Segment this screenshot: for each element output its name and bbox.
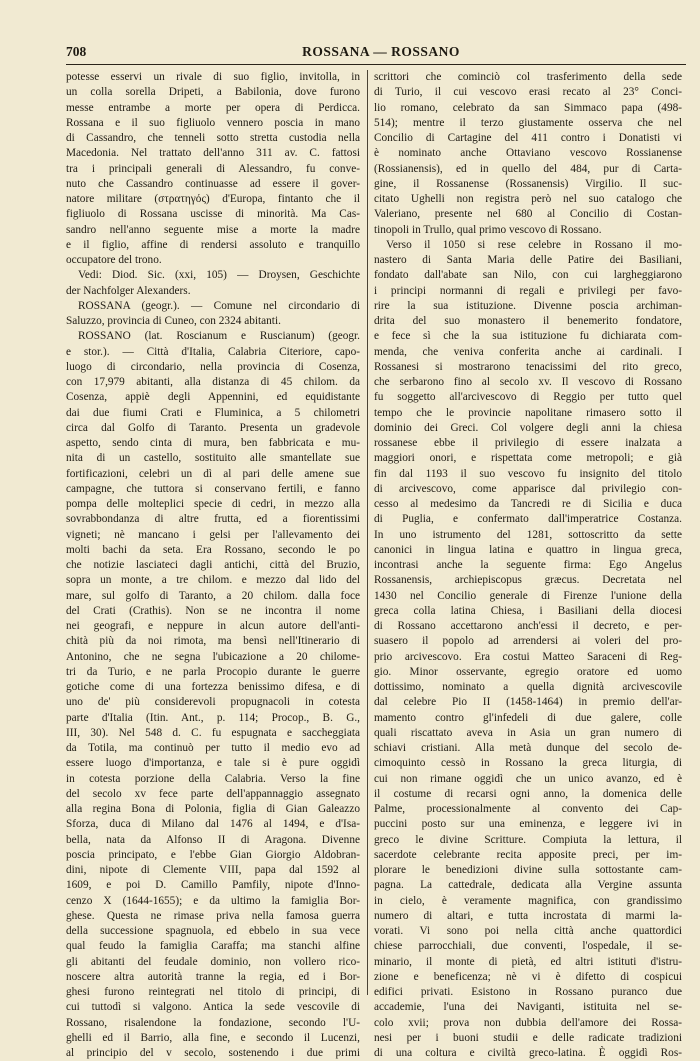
text-line: cesso al medesimo da Tancredi re di Sicilia e duca: [374, 498, 682, 510]
text-line: Concilio di Cartagine del 411 contro i Donatisti vi: [374, 132, 682, 144]
text-line: nastero di Santa Maria delle Patire dei Basiliani,: [374, 254, 682, 266]
text-line: figliuolo di Rossana uscisse di minorità. Ma Cas-: [66, 208, 360, 221]
text-line: Sforza, duca di Milano dal 1476 al 1494, e d'Isa-: [66, 818, 360, 831]
text-line: chità più da noi rimota, ma bensì nell'Itinerario di: [66, 635, 360, 648]
text-line: occupatore del trono.: [66, 254, 162, 266]
text-line: e il figlio, affine di rendersi assoluto e tranquillo: [66, 238, 360, 251]
text-line: ROSSANA (geogr.). — Comune nel circondario di: [78, 299, 360, 312]
text-line: aspetto, sendo cinta di mura, ben fabbricata e mu-: [66, 437, 360, 449]
text-line: ROSSANO (lat. Roscianum e Ruscianum) (geogr.: [78, 330, 360, 343]
text-line: Rossanensis, archiepiscopus græcus. Decretata nel: [374, 574, 682, 587]
left-column: [66, 70, 360, 1061]
text-line: di Turio, il cui vescovo erasi recato al 23° Conci-: [374, 86, 682, 99]
text-line: In uno istrumento del 1281, sottoscritto da sette: [374, 528, 682, 541]
text-line: pompa delle molteplici specie di cedri, in mezzo alla: [66, 498, 360, 510]
text-line: colo xvii; prova non dubbia dell'amore dei Rossa-: [374, 1016, 682, 1029]
text-line: incontrasi anche la seguente firma: Ego Angelus: [374, 559, 682, 571]
text-line: il costume di recarsi ogni anno, la domenica delle: [374, 787, 682, 800]
text-line: sandro nell'anno seguente mise a morte la madre: [66, 223, 360, 236]
text-line: canonici in lingua latina e quattro in lingua greca,: [374, 543, 682, 556]
text-line: plorare le benedizioni divine sulla sottostante cam-: [374, 864, 682, 876]
text-line: mare, sul golfo di Taranto, a 20 chilom. dalla foce: [66, 589, 360, 602]
text-line: messe entrambe a morte per opera di Perdicca.: [66, 101, 360, 114]
text-line: noscere altra autorità tranne la regia, ed i Bor-: [66, 970, 360, 983]
text-line: Vedi: Diod. Sic. (xxi, 105) — Droysen, Geschichte: [78, 269, 360, 282]
text-line: un colla sorella Dripeti, a Babilonia, dove furono: [66, 86, 360, 99]
page-header: [66, 44, 686, 64]
text-line: Valeriano, presente nel 680 al Concilio di Costan-: [374, 208, 682, 221]
column-divider: [367, 70, 368, 995]
text-line: tra i principali generali di Alessandro, fu conve-: [66, 162, 360, 175]
text-line: gotiche come di una fortezza benissimo difesa, e di: [66, 681, 360, 693]
text-line: sovrabbondanza di altre frutta, ed a fiorentissimi: [66, 513, 360, 526]
text-line: greco le divine Scritture. Compiuta la lettura, il: [374, 833, 682, 846]
text-line: fin dal 1193 il suo vescovo fu insignito del titolo: [374, 467, 682, 480]
header-rule: [66, 64, 686, 65]
text-line: vorati. Vi sono poi nella città anche quattordici: [374, 925, 682, 937]
text-line: in cielo, è veramente magnifica, con grandissimo: [374, 894, 682, 907]
text-line: citato Ughelli non registra però nel suo catalogo che: [374, 193, 682, 205]
text-line: sopra un monte, a tre chilom. e mezzo dal lido del: [66, 574, 360, 587]
text-line: parte d'Italia (Itin. Ant., p. 114; Procop., B. G.,: [66, 711, 360, 724]
text-line: fortificazioni, celebri un dì al pari delle amene sue: [66, 467, 360, 480]
text-line: sacerdote celebrante recita apposite preci, per im-: [374, 848, 682, 861]
text-line: III, 30). Nel 548 d. C. fu espugnata e saccheggiata: [66, 726, 360, 739]
text-line: nesi per i buoni studii e delle radicate tradizioni: [374, 1031, 682, 1044]
text-line: Cosenza, appiè degli Appennini, ed equidistante: [66, 391, 360, 404]
text-line: 514); mentre il terzo giustamente osserva che nel: [374, 116, 682, 129]
text-line: dai due fiumi Crati e Fluminica, a 5 chilometri: [66, 406, 360, 419]
text-line: nuto che Cassandro continuasse ad essere il gover-: [66, 177, 360, 190]
text-line: cui tuttodì si valgono. Antica la sede vescovile di: [66, 1001, 360, 1014]
text-line: di Cassandro, che tenneli sotto stretta custodia nella: [66, 132, 360, 144]
text-line: lio romano, celebrato da san Simmaco papa (498-: [374, 101, 682, 114]
text-line: luogo di circondario, nella provincia di Cosenza,: [66, 360, 360, 373]
text-line: der Nachfolger Alexanders.: [66, 284, 191, 297]
text-line: gine, il Rossanense (Rossanensis) Virgilio. Il suc-: [374, 177, 682, 190]
text-line: Rossano, risalendone la fondazione, secondo l'U-: [66, 1016, 360, 1029]
text-line: con 17,979 abitanti, alla distanza di 45 chilom. da: [66, 376, 360, 388]
text-line: nei geografi, e neppure in alcun autore dell'anti-: [66, 620, 360, 632]
text-line: suasero il popolo ad arrendersi ai voleri del pro-: [374, 635, 682, 648]
text-line: i principi normanni di regali e privilegi per favo-: [374, 284, 682, 297]
text-line: uno de' più considerevoli propugnacoli in cotesta: [66, 696, 360, 709]
text-line: fondato dall'abate san Nilo, con cui largheggiarono: [374, 269, 682, 282]
text-line: di arcivescovo, come apparisce dal privilegio con-: [374, 482, 682, 495]
text-line: minario, il monte di pietà, ed altri istituti d'istru-: [374, 955, 682, 968]
text-line: maggiori onori, e rispettata come metropoli; e già: [374, 452, 682, 465]
text-line: zione e beneficenza; nè vi è difetto di cospicui: [374, 970, 682, 983]
text-line: puccini posto sur una eminenza, e leggere ivi in: [374, 818, 682, 831]
text-line: vigneti; nè mancano i gelsi per l'allevamento dei: [66, 528, 360, 541]
text-line: cui non rimane oggidì che un unico avanzo, ed è: [374, 772, 682, 785]
text-line: natore militare (στρατηγός) d'Europa, fintanto che il: [66, 193, 360, 205]
text-line: gio. Minor osservante, egregio oratore ed uomo: [374, 665, 682, 678]
text-line: rire la sua istituzione. Divenne poscia archiman-: [374, 299, 682, 312]
text-line: essere luogo d'importanza, e tale si è pure oggidì: [66, 757, 360, 770]
text-line: qual feudo la famiglia Caraffa; ma stanchi alfine: [66, 940, 360, 953]
text-line: Rossana e il suo figliuolo vennero poscia in mano: [66, 116, 360, 129]
text-line: molti bachi da seta. Era Rossano, secondo le po: [66, 543, 360, 556]
text-line: ghelli ed il Barrio, alla fine, e secondo il Lucenzi,: [66, 1031, 360, 1044]
text-line: numero di altari, e tutta incrostata di marmi la-: [374, 909, 682, 922]
text-line: che serbarono fino al secolo xv. Il vescovo di Rossano: [374, 376, 682, 388]
text-line: scrittori che cominciò col trasferimento della sede: [374, 71, 682, 83]
text-line: e fece sì che la sua istituzione fu dichiarata com-: [374, 330, 682, 343]
text-line: rossanese ebbe il privilegio di essere inalzata a: [374, 437, 682, 449]
right-column: [374, 70, 682, 1061]
page-number: 708: [66, 44, 87, 59]
text-line: nita di un castello, sostituito alle smantellate sue: [66, 452, 360, 465]
text-line: tempo che le provincie napolitane rimasero sotto il: [374, 406, 682, 419]
text-line: in cotesta porzione della Calabria. Verso la fine: [66, 772, 360, 785]
text-line: dal celebre Pio II (1458-1464) in premio dell'ar-: [374, 696, 682, 709]
text-line: campagne, che tuttora si conservano fertili, e fanno: [66, 482, 360, 495]
text-line: potesse esservi un rivale di suo figlio, invitolla, in: [66, 71, 360, 83]
text-line: è nominato anche Ottaviano vescovo Rossianense: [374, 147, 682, 160]
text-line: schiavi cristiani. Alla metà dunque del secolo de-: [374, 742, 682, 754]
text-line: del secolo xv fece parte dell'appannaggio assegnato: [66, 787, 360, 800]
text-line: di una coltura e civiltà greco-latina. È oggidì Ros-: [374, 1047, 682, 1059]
text-line: della successione spagnuola, ed ebbelo in sua vece: [66, 925, 360, 937]
text-line: e stor.). — Città d'Italia, Calabria Citeriore, capo-: [66, 345, 360, 358]
text-line: prio arcivescovo. Era costui Matteo Saraceni di Reg-: [374, 650, 682, 663]
text-line: menda, che veniva conferita anche ai cardinali. I: [374, 345, 682, 358]
text-line: bella, nata da Alfonso II di Aragona. Divenne: [66, 833, 360, 846]
text-line: tri da Turio, e ne parla Procopio durante le guerre: [66, 665, 360, 678]
text-line: ghese. Questa ne rimase priva nella famosa guerra: [66, 909, 360, 922]
text-line: pagna. La cattedrale, dedicata alla Vergine assunta: [374, 879, 682, 892]
text-line: dottissimo, nominato a quella dignità arcivescovile: [374, 681, 682, 693]
text-line: chiese parrocchiali, due conventi, l'ospedale, il se-: [374, 940, 682, 953]
text-line: accademie, l'una dei Naviganti, istituita nel se-: [374, 1001, 682, 1014]
text-line: al principio del v secolo, sostenendo i due primi: [66, 1047, 360, 1059]
text-line: dominio dei Greci. Col volgere degli anni la chiesa: [374, 421, 682, 434]
text-line: alla regina Bona di Polonia, figlia di Gian Galeazzo: [66, 803, 360, 815]
text-line: cimoquinto cessò in Rossano la greca liturgia, di: [374, 757, 682, 770]
text-line: ghesi furono reintegrati nel titolo di principi, di: [66, 986, 360, 998]
text-line: mamento contro gl'infedeli di due galere, colle: [374, 711, 682, 724]
text-line: gli abitanti del feudale dominio, non vollero rico-: [66, 955, 360, 968]
text-line: Palme, processionalmente al convento dei Cap-: [374, 803, 682, 815]
text-line: tinopoli in Trullo, qual primo vescovo di Rossano.: [374, 223, 602, 236]
text-line: di Rossano accettarono anch'essi il decreto, e per-: [374, 620, 682, 632]
text-line: edifici privati. Esistono in Rossano puranco due: [374, 986, 682, 998]
text-line: 1430 nel Concilio generale di Firenze l'unione della: [374, 589, 682, 602]
text-line: dini, nipote di Clemente VIII, papa dal 1592 al: [66, 864, 360, 876]
text-line: poscia principato, e l'ebbe Gian Giorgio Aldobran-: [66, 848, 360, 861]
text-line: Macedonia. Nel trattato dell'anno 311 av. C. fattosi: [66, 147, 360, 160]
text-line: (Rossianensis), ed in quello del 484, pur di Carta-: [374, 162, 682, 175]
text-line: Saluzzo, provincia di Cuneo, con 2324 abitanti.: [66, 315, 281, 327]
text-line: Verso il 1050 si rese celebre in Rossano il mo-: [386, 238, 682, 251]
text-line: quali riscattato aveva in Asia un gran numero di: [374, 726, 682, 739]
text-line: circa dal Golfo di Taranto. Presenta un gradevole: [66, 421, 360, 434]
text-line: Antonino, che ne segna l'ubicazione a 20 chilome-: [66, 650, 360, 663]
text-line: greca colla latina Chiesa, i Basiliani della diocesi: [374, 604, 682, 617]
text-line: che notizie lasciateci dagli antichi, città del Bruzio,: [66, 559, 360, 571]
text-line: Rossanesi si mostrarono tenacissimi del rito greco,: [374, 360, 682, 373]
text-line: di Puglia, e confermato dall'imperatrice Costanza.: [374, 513, 682, 526]
text-line: cenzo X (1644-1655); e da ultimo la famiglia Bor-: [66, 894, 360, 907]
running-head: ROSSANA — ROSSANO: [302, 44, 460, 59]
text-line: drita del suo monastero il benemerito fondatore,: [374, 315, 682, 327]
text-line: del Crati (Crathis). Non se ne incontra il nome: [66, 604, 360, 617]
text-line: 1609, e poi D. Camillo Pamfily, nipote d'Inno-: [66, 879, 360, 892]
text-line: da Totila, ma continuò per tutto il medio evo ad: [66, 742, 360, 754]
text-line: fu soggetto all'arcivescovo di Reggio per tutto quel: [374, 391, 682, 404]
